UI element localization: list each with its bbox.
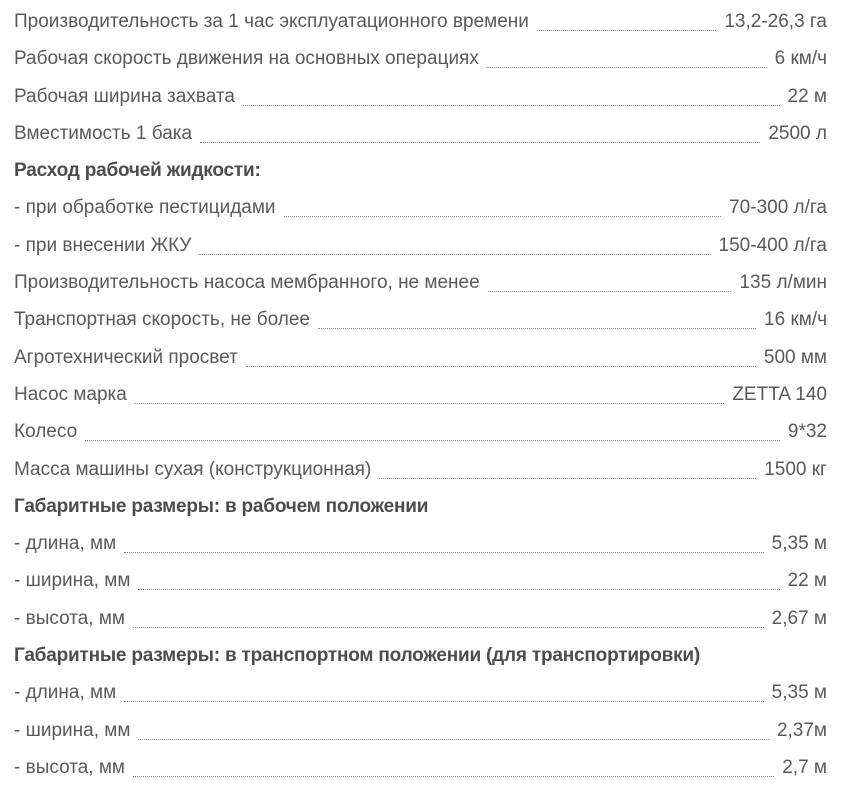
spec-label: - при внесении ЖКУ [14,234,192,256]
dotted-leader-line [487,67,767,68]
spec-label: - высота, мм [14,607,125,629]
spec-row [14,78,827,115]
section-header-row [14,488,827,525]
spec-row [14,413,827,450]
spec-value: 500 мм [763,346,827,368]
dotted-leader-line [379,478,756,479]
spec-label: - длина, мм [14,682,117,704]
dotted-leader-line [85,440,780,441]
spec-label: Агротехнический просвет [14,346,238,368]
section-header: Габаритные размеры: в рабочем положении [14,495,429,517]
spec-value: 70-300 л/га [729,197,827,219]
section-header-row [14,152,827,189]
spec-row [14,3,827,40]
section-header-row [14,637,827,674]
section-header: Расход рабочей жидкости: [14,160,261,182]
spec-value: 135 л/мин [739,272,827,294]
dotted-leader-line [243,105,780,106]
spec-row [14,376,827,413]
spec-label: - ширина, мм [14,719,131,741]
spec-value: 9*32 [787,421,827,443]
dotted-leader-line [284,216,722,217]
spec-value: 13,2-26,3 га [724,11,827,32]
spec-row [14,749,827,786]
spec-label: Масса машины сухая (конструкционная) [14,458,372,480]
dotted-leader-line [135,403,724,404]
spec-label: Колесо [14,421,78,443]
spec-value: ZETTA 140 [732,383,827,405]
spec-label: - длина, мм [14,533,117,555]
spec-value: 16 км/ч [764,309,827,331]
dotted-leader-line [138,589,779,590]
spec-rows [14,3,827,786]
spec-label: - высота, мм [14,756,125,778]
dotted-leader-line [124,552,764,553]
dotted-leader-line [200,142,760,143]
spec-row [14,339,827,376]
dotted-leader-line [138,739,769,740]
spec-row [14,189,827,226]
spec-row [14,525,827,562]
dotted-leader-line [488,291,732,292]
spec-value: 22 м [787,570,827,592]
spec-row [14,562,827,599]
spec-row [14,600,827,637]
spec-value: 2500 л [768,122,827,144]
dotted-leader-line [246,366,756,367]
spec-label: Транспортная скорость, не более [14,309,310,331]
spec-value: 1500 кг [764,458,827,480]
dotted-leader-line [133,776,774,777]
spec-value: 2,7 м [782,756,827,778]
spec-row [14,227,827,264]
spec-value: 5,35 м [771,682,827,704]
spec-value: 6 км/ч [774,48,827,70]
dotted-leader-line [318,328,756,329]
spec-value: 150-400 л/га [718,234,827,256]
spec-label: Производительность насоса мембранного, не менее [14,272,480,294]
spec-value: 5,35 м [771,533,827,555]
section-header: Габаритные размеры: в транспортном положении (для транспортировки) [14,645,701,667]
spec-label: Насос марка [14,383,127,405]
spec-label: Производительность за 1 час эксплуатационного времени [14,11,529,32]
dotted-leader-line [199,254,710,255]
spec-label: - ширина, мм [14,570,131,592]
dotted-leader-line [124,701,764,702]
spec-row [14,712,827,749]
spec-row [14,674,827,711]
spec-value: 2,67 м [771,607,827,629]
spec-row [14,40,827,77]
spec-row [14,115,827,152]
spec-value: 22 м [787,85,827,107]
spec-label: Рабочая скорость движения на основных операциях [14,48,479,70]
spec-value: 2,37м [776,719,827,741]
spec-row [14,301,827,338]
spec-label: - при обработке пестицидами [14,197,276,219]
spec-row [14,264,827,301]
spec-label: Вместимость 1 бака [14,122,193,144]
spec-label: Рабочая ширина захвата [14,85,235,107]
spec-row [14,451,827,488]
dotted-leader-line [537,30,716,31]
dotted-leader-line [133,627,764,628]
